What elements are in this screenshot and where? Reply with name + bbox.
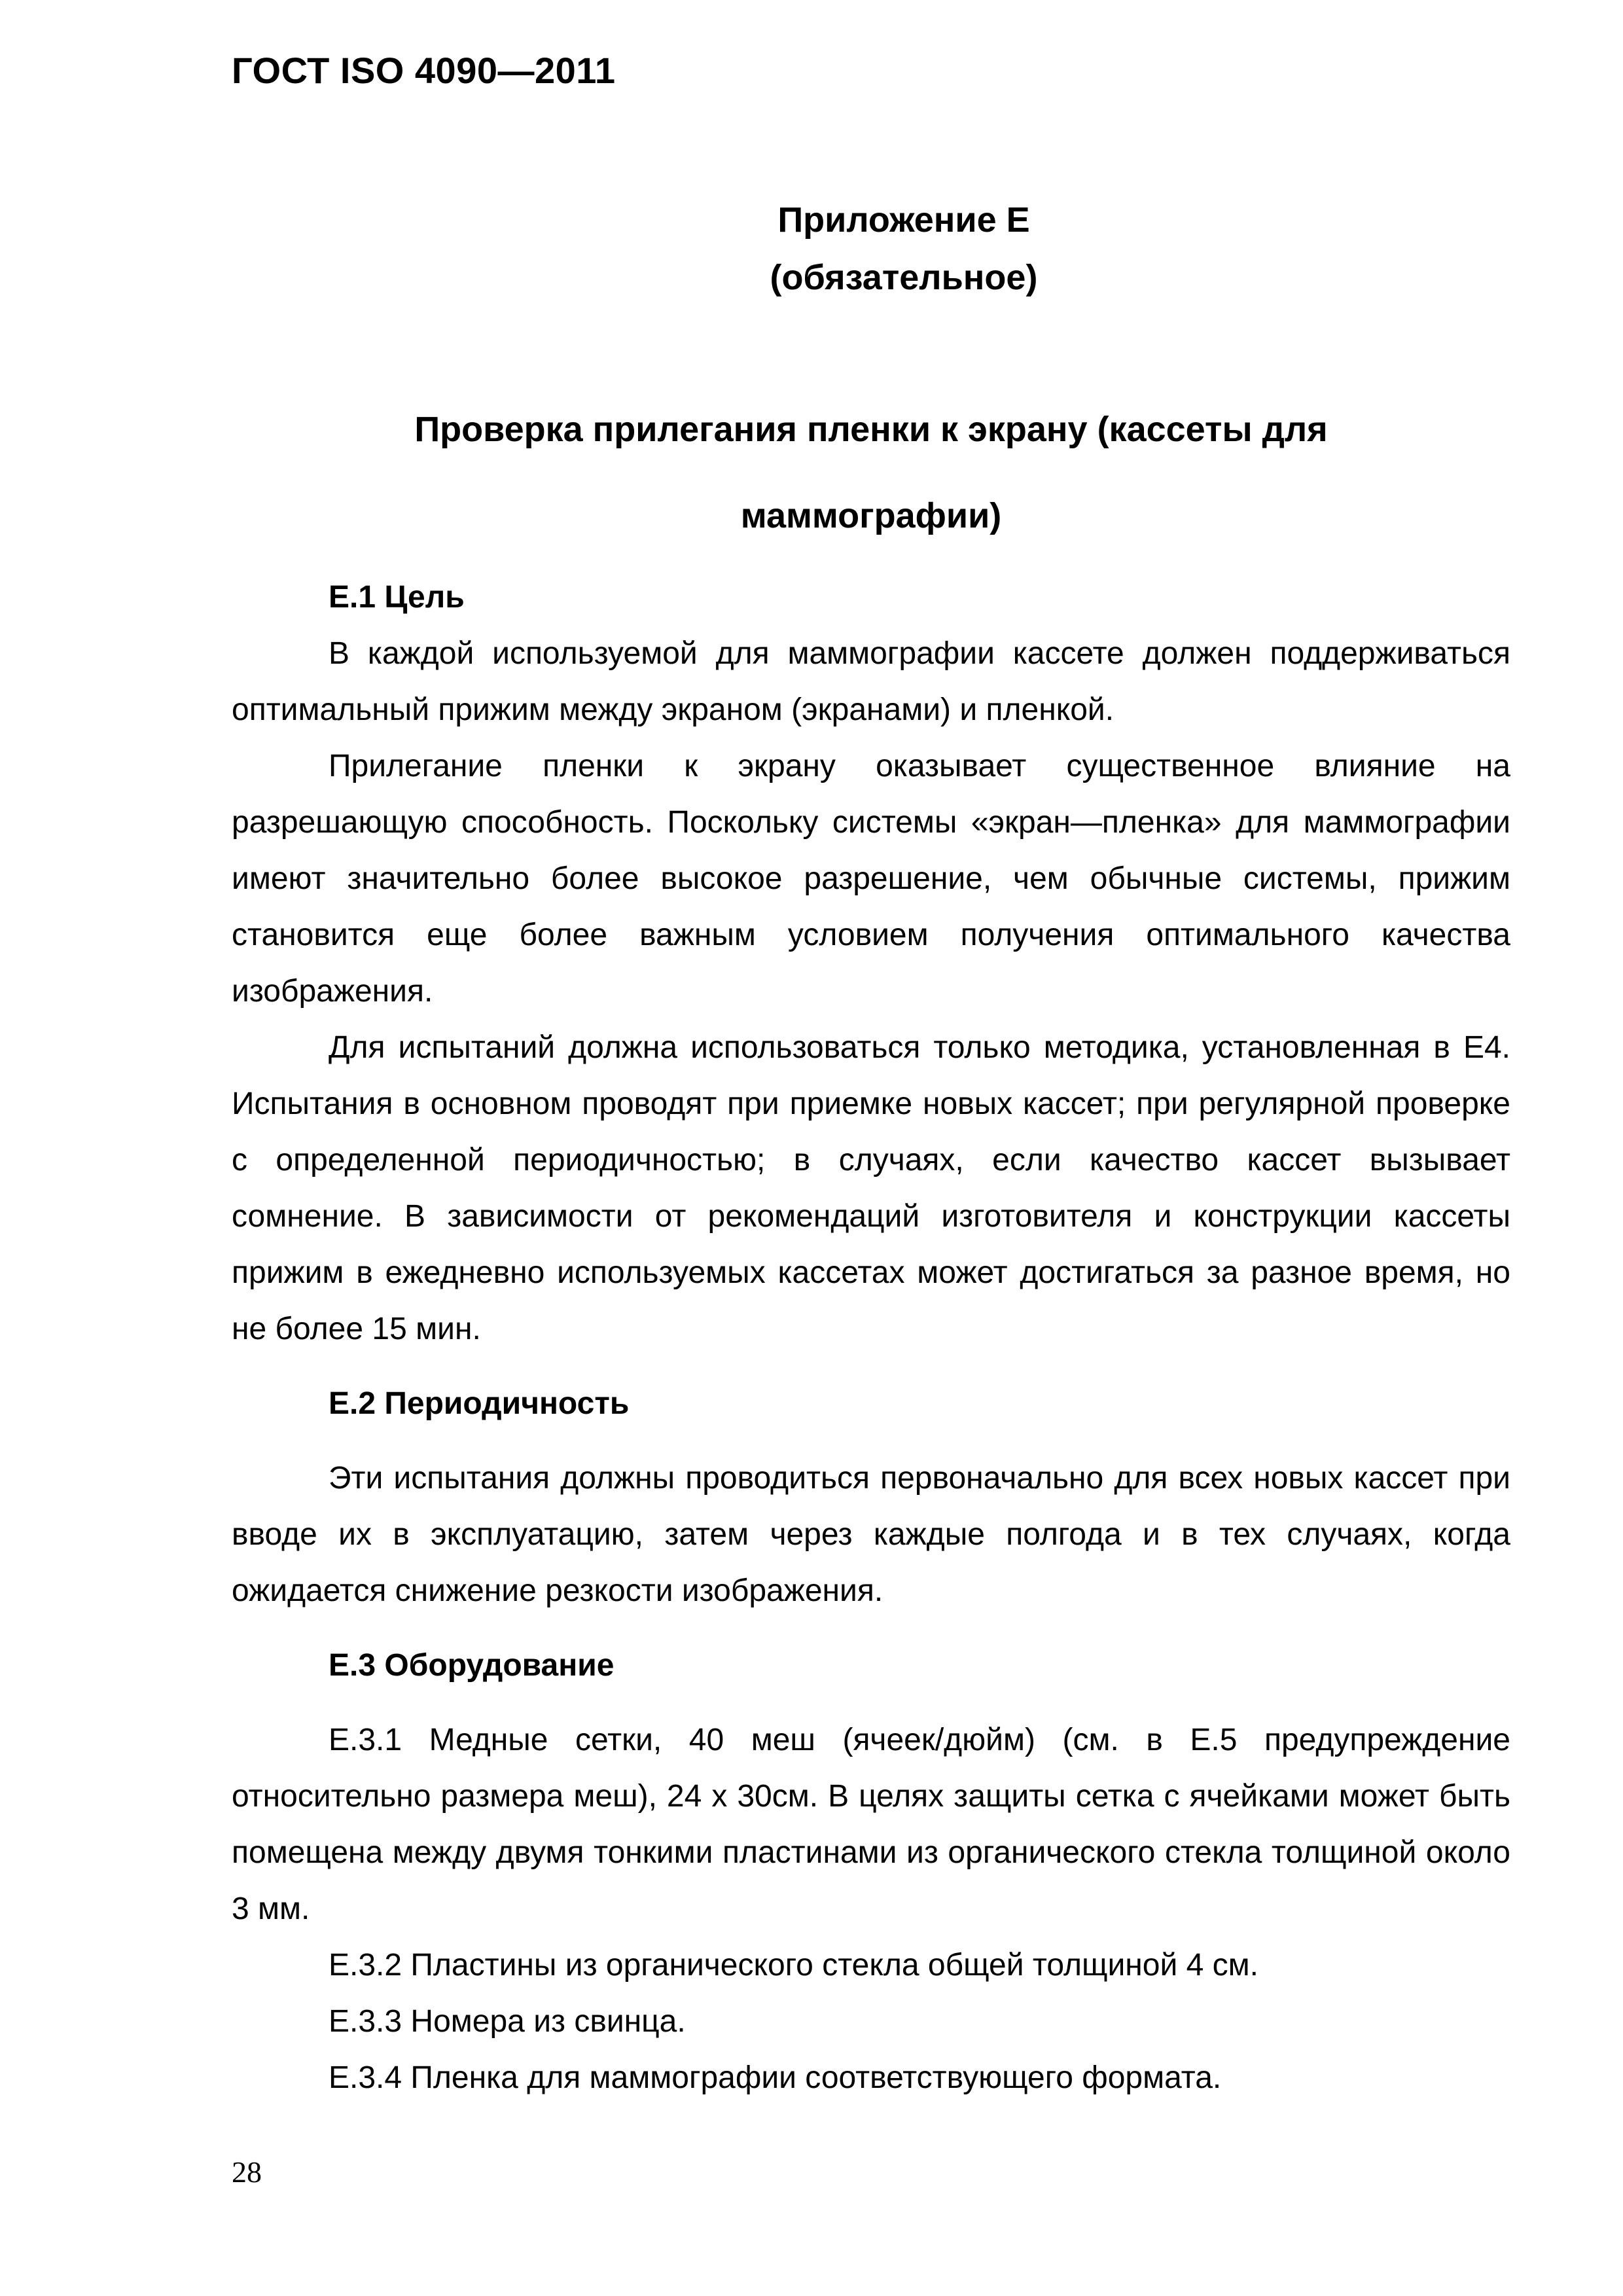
section-title-line1: Проверка прилегания пленки к экрану (кассеты для — [414, 410, 1328, 449]
section-title-block — [232, 386, 1510, 559]
document-body — [232, 569, 1510, 2106]
annex-title: Приложение Е — [777, 200, 1030, 240]
e3-item-3: Е.3.3 Номера из свинца. — [329, 2004, 686, 2039]
page-number: 28 — [232, 2155, 262, 2189]
e3-item-4: Е.3.4 Пленка для маммографии соответствующего формата. — [329, 2060, 1222, 2095]
section-title-line2: маммографии) — [740, 496, 1002, 535]
e3-item-2: Е.3.2 Пластины из органического стекла общей толщиной 4 см. — [329, 1948, 1259, 1982]
e3-item-1: Е.3.1 Медные сетки, 40 меш (ячеек/дюйм) (см. в Е.5 предупреждение относительно размера меш), 24 х 30см. В целях защиты сетка с ячейками может быть помещена между двумя тонкими пластинами из органического стекла толщиной около 3 мм. — [232, 1723, 1510, 1926]
heading-e3: Е.3 Оборудование — [329, 1648, 615, 1683]
annex-title-block — [232, 191, 1510, 306]
e1-paragraph-3: Для испытаний должна использоваться только методика, установленная в Е4. Испытания в основном проводят при приемке новых кассет; при регулярной проверке с определенной периодичностью; в случаях, если качество кассет вызывает сомнение. В зависимости от рекомендаций изготовителя и конструкции кассеты прижим в ежедневно используемых кассетах может достигаться за разное время, но не более 15 мин. — [232, 1030, 1510, 1346]
annex-status: (обязательное) — [770, 258, 1038, 297]
e1-paragraph-1: В каждой используемой для маммографии кассете должен поддерживаться оптимальный прижим между экраном (экранами) и пленкой. — [232, 636, 1510, 727]
heading-e2: Е.2 Периодичность — [329, 1386, 630, 1421]
heading-e1: Е.1 Цель — [329, 580, 465, 615]
document-header: ГОСТ ISO 4090—2011 — [232, 50, 616, 91]
e2-paragraph-1: Эти испытания должны проводиться первоначально для всех новых кассет при вводе их в эксплуатацию, затем через каждые полгода и в тех случаях, когда ожидается снижение резкости изображения. — [232, 1461, 1510, 1608]
e1-paragraph-2: Прилегание пленки к экрану оказывает существенное влияние на разрешающую способность. Поскольку системы «экран—пленка» для маммографии имеют значительно более высокое разрешение, чем обычные системы, прижим становится еще более важным условием получения оптимального качества изображения. — [232, 749, 1510, 1009]
